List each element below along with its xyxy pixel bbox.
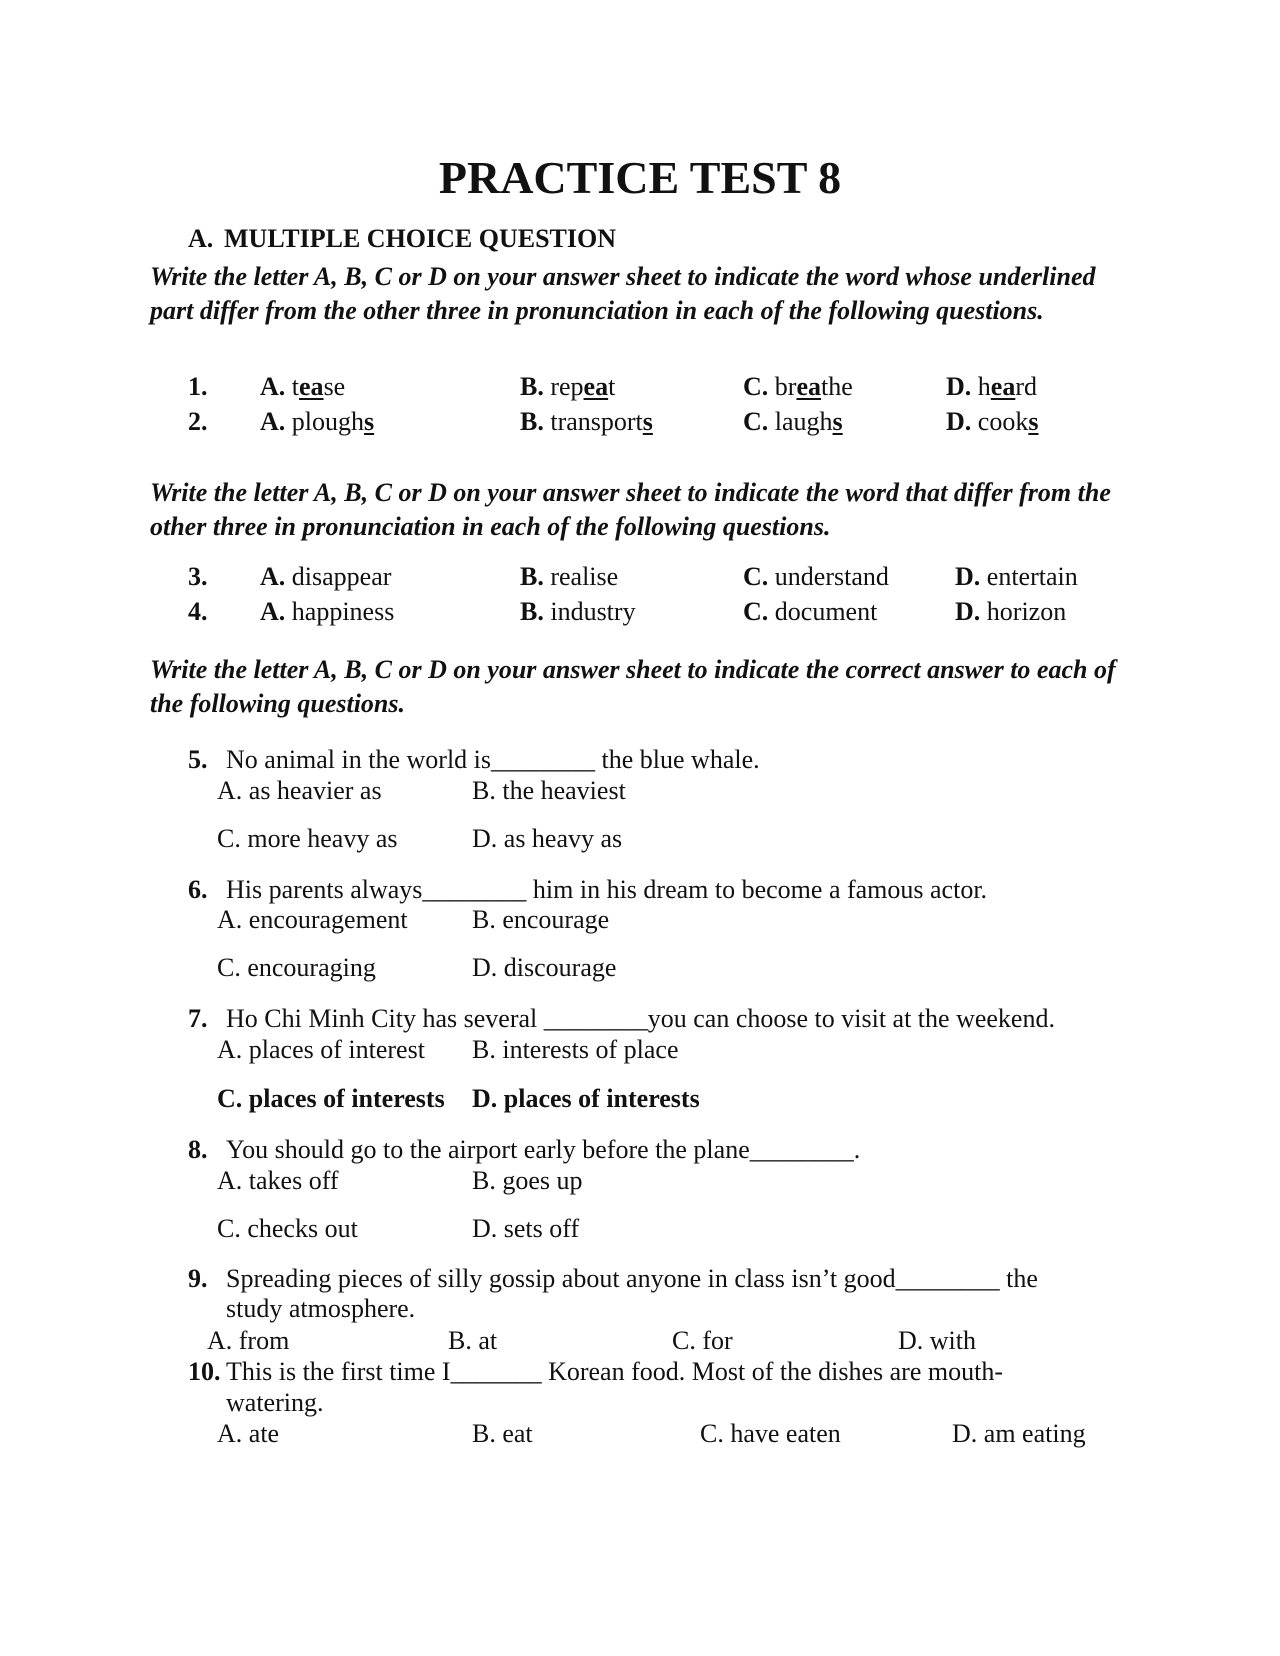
option-a: A. encouragement <box>217 905 408 934</box>
option-c: C. document <box>743 597 878 626</box>
option-a: A. disappear <box>260 562 392 591</box>
option-b: B. eat <box>472 1419 533 1448</box>
option-b: B. transports <box>520 407 653 436</box>
instruction-stress: Write the letter A, B, C or D on your answer sheet to indicate the word that differ from the other three in pronunciation in each of the following questions. <box>150 478 1111 541</box>
question-number: 3. <box>188 562 208 591</box>
question-number: 4. <box>188 597 208 626</box>
option-d: D. entertain <box>955 562 1078 591</box>
option-d: D. discourage <box>472 953 617 982</box>
option-b: B. realise <box>520 562 619 591</box>
option-c: C. breathe <box>743 372 853 401</box>
option-c: C. understand <box>743 562 889 591</box>
question-stem: 10. This is the first time I_______ Korean food. Most of the dishes are mouth- <box>188 1357 1003 1386</box>
instruction-correct-answer: Write the letter A, B, C or D on your answer sheet to indicate the correct answer to each of the following questions. <box>150 655 1116 718</box>
question-row <box>0 405 1280 439</box>
option-d: D. with <box>898 1326 976 1355</box>
option-c: C. more heavy as <box>217 824 398 853</box>
option-b: B. interests of place <box>472 1035 679 1064</box>
section-label: MULTIPLE CHOICE QUESTION <box>224 224 617 253</box>
option-a: A. happiness <box>260 597 395 626</box>
option-b: B. the heaviest <box>472 776 626 805</box>
option-a: A. places of interest <box>217 1035 425 1064</box>
option-b: B. goes up <box>472 1166 583 1195</box>
option-d: D. as heavy as <box>472 824 623 853</box>
option-a: A. tease <box>260 372 346 401</box>
option-a: A. from <box>207 1326 290 1355</box>
option-b: B. encourage <box>472 905 610 934</box>
question-stem: 5. No animal in the world is________ the blue whale. <box>188 745 760 774</box>
option-c: C. for <box>672 1326 733 1355</box>
option-d: D. am eating <box>952 1419 1086 1448</box>
question-stem: 9. Spreading pieces of silly gossip about anyone in class isn’t good________ the <box>188 1264 1038 1293</box>
option-d: D. horizon <box>955 597 1067 626</box>
section-letter: A. <box>188 224 214 253</box>
option-d: D. sets off <box>472 1214 580 1243</box>
option-d: D. cooks <box>946 407 1039 436</box>
question-row <box>0 370 1280 404</box>
option-d: D. places of interests <box>472 1084 700 1113</box>
page-title: PRACTICE TEST 8 <box>438 152 842 203</box>
instruction-pronunciation: Write the letter A, B, C or D on your answer sheet to indicate the word whose underlined part differ from the other three in pronunciation in each of the following questions. <box>150 262 1096 325</box>
option-c: C. have eaten <box>700 1419 841 1448</box>
option-b: B. industry <box>520 597 636 626</box>
option-c: C. laughs <box>743 407 843 436</box>
question-stem-continued: study atmosphere. <box>226 1294 416 1323</box>
section-heading <box>188 222 616 256</box>
option-a: A. ate <box>217 1419 280 1448</box>
option-b: B. repeat <box>520 372 616 401</box>
question-number: 1. <box>188 372 208 401</box>
question-row <box>0 595 1280 629</box>
option-c: C. encouraging <box>217 953 376 982</box>
option-c: C. checks out <box>217 1214 358 1243</box>
option-a: A. ploughs <box>260 407 375 436</box>
question-stem-continued: watering. <box>226 1388 324 1417</box>
question-row <box>0 560 1280 594</box>
question-stem: 6. His parents always________ him in his dream to become a famous actor. <box>188 875 988 904</box>
question-number: 2. <box>188 407 208 436</box>
question-stem: 8. You should go to the airport early before the plane________. <box>188 1135 861 1164</box>
question-stem: 7. Ho Chi Minh City has several ________you can choose to visit at the weekend. <box>188 1004 1055 1033</box>
option-a: A. takes off <box>217 1166 339 1195</box>
option-d: D. heard <box>946 372 1037 401</box>
option-a: A. as heavier as <box>217 776 382 805</box>
option-c: C. places of interests <box>217 1084 445 1113</box>
option-b: B. at <box>448 1326 498 1355</box>
